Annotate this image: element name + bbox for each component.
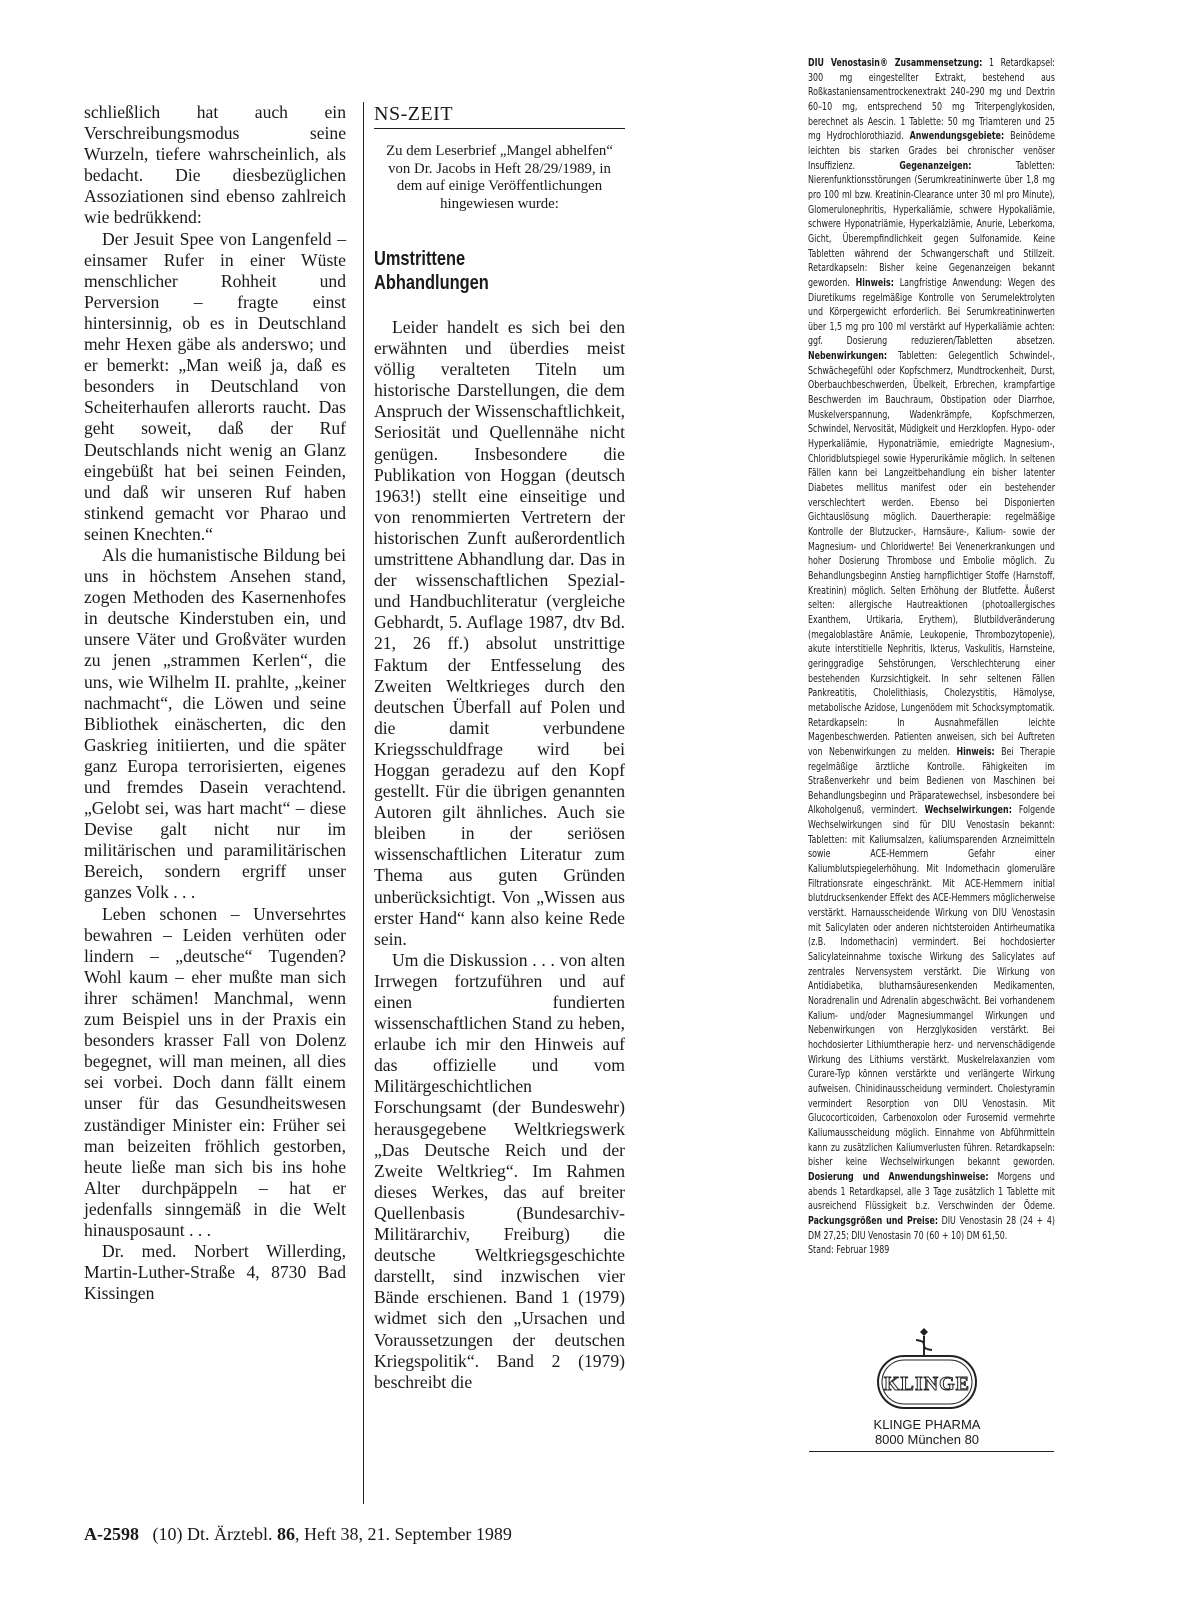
ad-heading: Anwendungsgebiete: (909, 129, 1005, 143)
drug-advertisement (808, 56, 1055, 1316)
ad-text: Morgens und abends 1 Retardkapsel, alle 3 Tage zusätzlich 1 Tablette mit ausreichend Flüssigkeit b.z. Verschwinden der Ödeme. (808, 1169, 1055, 1213)
logo-lettering: KLINGE (883, 1373, 971, 1395)
company-name: KLINGE PHARMA (873, 1417, 981, 1432)
ad-text: Tabletten: Gelegentlich Schwindel-, Schwächegefühl oder Kopfschmerz, Mundtrockenheit, Durst, Oberbauchbeschwerden, Übelkeit, Erbrechen, krampfartige Beschwerden im Bauchraum, Obstipation oder Diarrhoe, Muskelverspannung, Wadenkrämpfe, Kopfschmerzen, Schwindel, Nervosität, Müdigkeit und Herzklopfen. Hypo- oder Hyperkaliämie, Hyponatriämie, erniedrigte Magnesium-, Chloridblutspiegel sowie Hyperurikämie möglich. In seltenen Fällen kann bei Langzeitbehandlung ein bisher latenter Diabetes mellitus manifest oder ein bestehender verschlechtert werden. Ebenso bei Disponierten Gichtauslösung möglich. Dauertherapie: regelmäßige Kontrolle der Blutzucker-, Harnsäure-, Kalium- sowie der Magnesium- und Chloridwerte! Bei Venenerkrankungen und hoher Dosierung Thrombose und Embolie möglich. Zu Behandlungsbeginn Anstieg harnpflichtiger Stoffe (Harnstoff, Kreatinin) möglich. Selten Erhöhung der Blutfette. Äußerst selten: allergische Hautreaktionen (photoallergisches Exanthem, Urtikaria, Erythem), Blutbildveränderung (megaloblastäre Anämie, Leukopenie, Thrombozytopenie), akute interstitielle Nephritis, Ikterus, Vaskulitis, Harnsteine, geringgradige Sehstörungen, Verschlechterung einer bestehenden Kurzsichtigkeit. In sehr seltenen Fällen Pankreatitis, Cholelithiasis, Cholezystitis, Hämolyse, metabolische Azidose, Lungenödem mit Schocksymptomatik. Retardkapseln: In Ausnahmefällen leichte Magenbeschwerden. Patienten anweisen, sich bei Auftreten von Nebenwirkungen zu melden. (808, 349, 1055, 758)
volume-number: 86 (276, 1524, 295, 1544)
letter-paragraph: Als die humanistische Bildung bei uns in höchstem Ansehen stand, zogen Methoden des Kasernenhofes in deutsche Kinderstuben ein, und unsere Väter und Großväter wurden zu jenen „strammen Kerlen“, die uns, wie Wilhelm II. prahlte, „keiner nachmacht“, die Löwen und seine Bibliothek einäscherten, dic den Gaskrieg initiierten, und die später ganz Europa terrorisierten, eigenes und fremdes Dasein verachtend. „Gelobt sei, was hart macht“ – diese Devise galt nicht nur im militärischen und paramilitärischen Bereich, sondern ergriff unser ganzes Volk . . . (84, 544, 346, 903)
ad-divider (809, 1451, 1054, 1452)
letter-paragraph: Leben schonen – Unversehrtes bewahren – Leiden verhüten oder lindern – „deutsche“ Tugenden? Wohl kaum – eher mußte man sich ihrer schämen! Manchmal, wenn zum Beispiel uns in der Praxis ein besonders krasser Fall von Dolenz begegnet, will man meinen, all dies sei vorbei. Doch dann fällt einem unser für das Gesundheitswesen zuständiger Minister ein: Früher sei man beizeiten fröhlich gestorben, heute ließe man sich bis ins hohe Alter durchpäppeln – hat er jedenfalls sinngemäß in die Welt hinausposaunt . . . (84, 903, 346, 1240)
ad-heading: Hinweis: (855, 275, 894, 289)
drug-info-text (808, 56, 1055, 1258)
ad-text: Folgende Wechselwirkungen sind für DIU Venostasin bekannt: Tabletten: mit Kaliumsalzen, kaliumsparenden Arzneimitteln sowie ACE-Hemmern Gefahr einer Kaliumblutspiegelerhöhung. Mit Indomethacin glomeruläre Filtrationsrate eingeschränkt. Mit ACE-Hemmern initial blutdrucksenkender Effekt des ACE-Hemmers möglicherweise verstärkt. Harnausscheidende Wirkung von DIU Venostasin mit Salicylaten oder anderen nichtsteroiden Antirheumatika (z.B. Indomethacin) vermindert. Bei hochdosierter Salicylateinnahme toxische Wirkung des Salicylates auf zentrales Nervensystem verstärkt. Die Wirkung von Antidiabetika, blutharnsäuresenkenden Medikamenten, Noradrenalin und Adrenalin abgeschwächt. Bei vorhandenem Kalium- und/oder Magnesiummangel Wirkungen und Nebenwirkungen von Herzglykosiden verstärkt. Bei hochdosierter Lithiumtherapie herz- und nervenschädigende Wirkung des Lithiums verstärkt. Muskelrelaxanzien vom Curare-Typ können verstärkte und verlängerte Wirkung aufweisen. Chinidinausscheidung vermindert. Cholestyramin vermindert Resorption von DIU Venostasin. Mit Glucocorticoiden, Carbenoxolon oder Furosemid vermehrte Kaliumausscheidung möglich. Einnahme von Abführmitteln kann zu zusätzlichen Kaliumverlusten führen. Retardkapseln: bisher keine Wechselwirkungen bekannt geworden. (808, 803, 1055, 1169)
ad-text: DIU Venostasin 28 (24 + 4) DM 27,25; DIU Venostasin 70 (60 + 10) DM 61,50. (808, 1213, 1055, 1242)
letter-paragraph: schließlich hat auch ein Verschreibungsmodus seine Wurzeln, tiefere wahrscheinlich, als bedacht. Die diesbezüglichen Assoziationen sind ebenso zahlreich wie bedrükkend: (84, 102, 346, 228)
klinge-logo (862, 1326, 992, 1415)
page-number: A-2598 (84, 1524, 139, 1544)
letter-paragraph: Leider handelt es sich bei den erwähnten und überdies meist völlig veralteten Titeln um historische Darstellungen, die dem Anspruch der Wissenschaftlichkeit, Seriosität und Quellennähe nicht genügen. Insbesondere die Publikation von Hoggan (deutsch 1963!) stellt eine einseitige und von renommierten Vertretern der historischen Zunft außerordentlich umstrittene Abhandlung dar. Das in der wissenschaftlichen Spezial- und Handbuchliteratur (vergleiche Gebhardt, 5. Auflage 1987, dtv Bd. 21, 26 ff.) absolut unstrittige Faktum der Entfesselung des Zweiten Weltkrieges durch den deutschen Überfall auf Polen und die damit verbundene Kriegsschuldfrage wird bei Hoggan geradezu auf den Kopf gestellt. Für die übrigen genannten Autoren gilt ähnliches. Auch sie bleiben in der seriösen wissenschaftlichen Literatur zum Thema aus guten Gründen unberücksichtigt. Von „Wissen aus erster Hand“ kann also keine Rede sein. (374, 317, 625, 949)
letter-intro: Zu dem Leserbrief „Mangel abhelfen“ von Dr. Jacobs in Heft 28/29/1989, in dem auf einige Veröffentlichungen hingewiesen wurde: (386, 143, 613, 212)
ad-date: Stand: Februar 1989 (808, 1243, 890, 1257)
ad-heading: Gegenanzeigen: (899, 158, 972, 172)
ad-heading: Hinweis: (956, 744, 995, 758)
ad-heading: DIU Venostasin® Zusammensetzung: (808, 56, 983, 69)
letter-body (374, 317, 625, 1393)
ad-heading: Wechselwirkungen: (924, 803, 1012, 817)
page-footer (84, 1523, 644, 1545)
letter-column-left (84, 102, 346, 1304)
headline-line: Abhandlungen (374, 272, 489, 294)
headline-line: Umstrittene (374, 248, 466, 270)
citation-rest: , Heft 38, 21. September 1989 (294, 1524, 512, 1544)
ad-heading: Dosierung und Anwendungshinweise: (808, 1169, 989, 1183)
letter-column-middle (363, 102, 624, 1504)
ad-heading: Packungsgrößen und Preise: (808, 1213, 939, 1227)
ad-text: 1 Retardkapsel: 300 mg eingestellter Extrakt, bestehend aus Roßkastaniensamentrockenextrakt 240–290 mg und Dextrin 60–10 mg, entsprechend 50 mg Triterpenglykosiden, berechnet als Aescin. 1 Tablette: 50 mg Triamteren und 25 mg Hydrochlorothiazid. (808, 56, 1055, 143)
ad-text: Tabletten: Nierenfunktionsstörungen (Serumkreatininwerte über 1,8 mg pro 100 ml bzw. Kreatinin-Clearance unter 30 ml pro Minute), Glomerulonephritis, Hyperkaliämie, schwere Hypokaliämie, schwere Hyponatriämie, Hyperkalziämie, Anurie, Leberkoma, Gicht, Überempfindlichkeit gegen Sulfonamide. Keine Tabletten während der Schwangerschaft und Stillzeit. Retardkapseln: Bisher keine Gegenanzeigen bekannt geworden. (808, 158, 1055, 289)
ad-text: Beinödeme leichten bis starken Grades bei chronischer venöser Insuffizienz. (808, 129, 1055, 172)
ad-heading: Nebenwirkungen: (808, 349, 888, 363)
ad-text: Langfristige Anwendung: Wegen des Diuretikums regelmäßige Kontrolle von Serumelektrolyten und Körpergewicht erforderlich. Bei Serumkreatininwerten über 1,5 mg pro 100 ml verstärkt auf Hyperkaliämie achten: ggf. Dosierung reduzieren/Tabletten absetzen. (808, 275, 1055, 348)
letter-paragraph: Der Jesuit Spee von Langenfeld – einsamer Rufer in einer Wüste menschlicher Rohheit und Perversion – fragte einst hintersinnig, ob es in Deutschland mehr Hexen gäbe als anderswo; und er bemerkt: „Man weiß ja, daß es besonders in Deutschland von Scheiterhaufen allerorts raucht. Das geht soweit, daß der Ruf Deutschlands nicht wenig an Glanz eingebüßt hat bei seinen Feinden, und daß wir unseren Ruf haben stinkend gemacht vor Pharao und seinen Knechten.“ (84, 228, 346, 544)
section-rubric: NS-ZEIT (374, 102, 625, 129)
klinge-logo-icon (862, 1326, 992, 1410)
company-block (842, 1417, 1012, 1447)
citation: (10) Dt. Ärztebl. (152, 1524, 277, 1544)
company-address: 8000 München 80 (874, 1432, 980, 1447)
letter-paragraph: Um die Diskussion . . . von alten Irrwegen fortzuführen und auf einen fundierten wissenschaftlichen Stand zu heben, erlaube ich mir den Hinweis auf das offizielle und vom Militärgeschichtlichen Forschungsamt (der Bundeswehr) herausgegebene Weltkriegswerk „Das Deutsche Reich und der Zweite Weltkrieg“. Im Rahmen dieses Werkes, das auf breiter Quellenbasis (Bundesarchiv-Militärarchiv, Freiburg) die deutsche Weltkriegsgeschichte darstellt, sind inzwischen vier Bände erschienen. Band 1 (1979) widmet sich den „Ursachen und Voraussetzungen der deutschen Kriegspolitik“. Band 2 (1979) beschreibt die (374, 949, 625, 1392)
letter-headline (374, 247, 625, 295)
letter-signature: Dr. med. Norbert Willerding, Martin-Luther-Straße 4, 8730 Bad Kissingen (84, 1241, 346, 1304)
ad-text: Bei Therapie regelmäßige ärztliche Kontrolle. Fähigkeiten im Straßenverkehr und beim Bedienen von Maschinen bei Behandlungsbeginn und Präparatewechsel, insbesondere bei Alkoholgenuß, vermindert. (808, 744, 1055, 817)
